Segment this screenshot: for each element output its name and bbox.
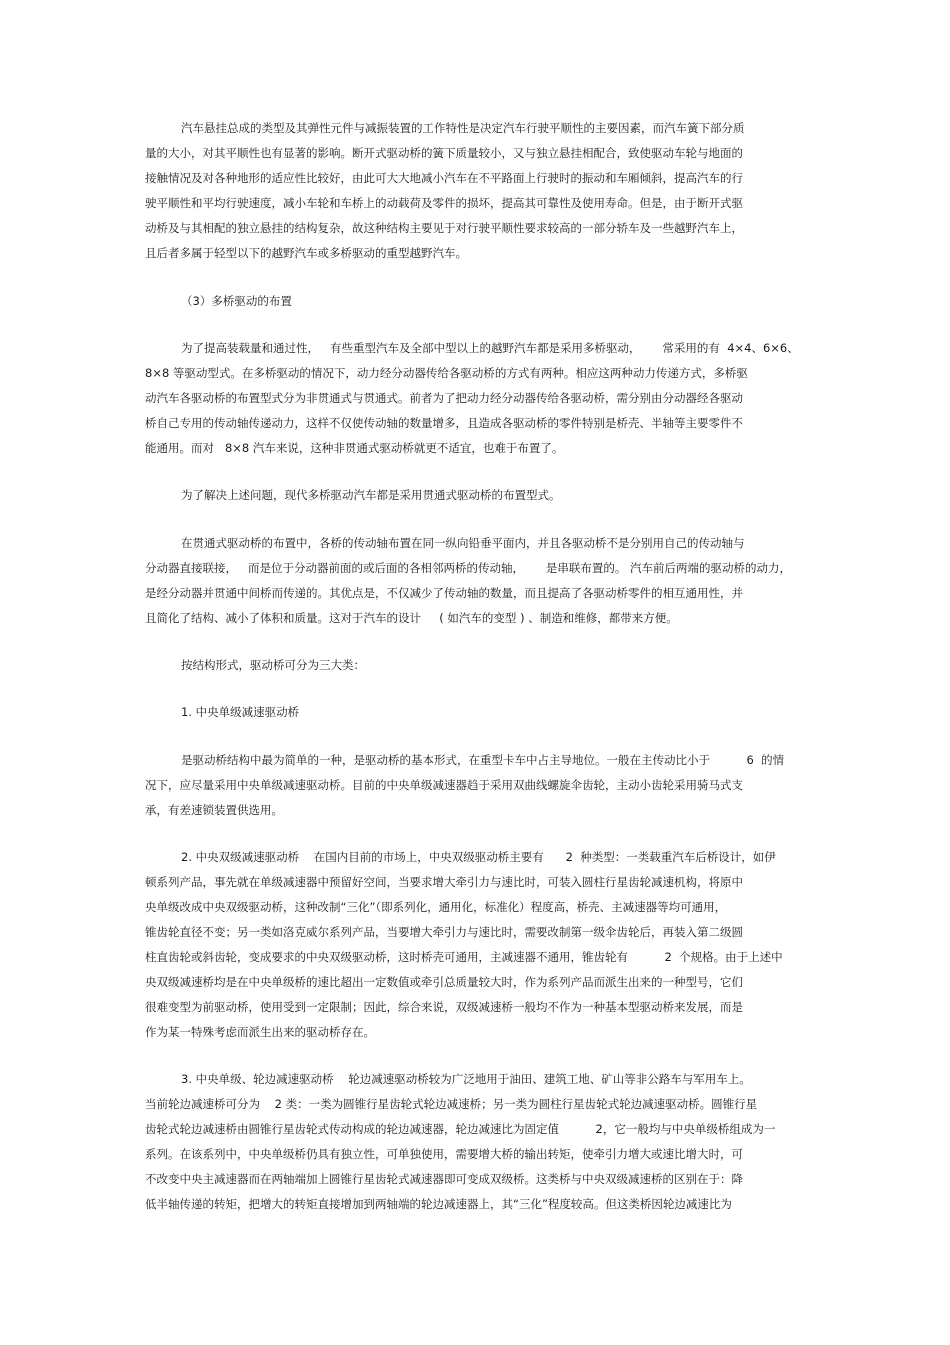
text-line: 是经分动器并贯通中间桥而传递的。其优点是，不仅减少了传动轴的数量，而且提高了各驱动桥零件的相互通用性，并 <box>145 586 743 600</box>
text-line: 顿系列产品，事先就在单级减速器中预留好空间，当要求增大牵引力与速比时，可装入圆柱行星齿轮减速机构，将原中 <box>145 875 743 889</box>
text-line: 况下，应尽量采用中央单级减速驱动桥。目前的中央单级减速器趋于采用双曲线螺旋伞齿轮，主动小齿轮采用骑马式支 <box>145 778 743 792</box>
text-line: 不改变中央主减速器而在两轴端加上圆锥行星齿轮式减速器即可变成双级桥。这类桥与中央双级减速桥的区别在于：降 <box>145 1172 743 1186</box>
text-line: 量的大小，对其平顺性也有显著的影响。断开式驱动桥的簧下质量较小，又与独立悬挂相配合，致使驱动车轮与地面的 <box>145 146 743 160</box>
text-line: 驶平顺性和平均行驶速度，减小车轮和车桥上的动载荷及零件的损坏，提高其可靠性及使用寿命。但是，由于断开式驱 <box>145 196 743 210</box>
text-line: 齿轮式轮边减速桥由圆锥行星齿轮式传动构成的轮边减速器，轮边减速比为固定值 2，它一般均与中央单级桥组成为一 <box>145 1122 776 1136</box>
text-line: 很难变型为前驱动桥，使用受到一定限制；因此，综合来说，双级减速桥一般均不作为一种基本型驱动桥来发展，而是 <box>145 1000 743 1014</box>
text-line: 动桥及与其相配的独立悬挂的结构复杂，故这种结构主要见于对行驶平顺性要求较高的一部分轿车及一些越野汽车上， <box>145 221 743 235</box>
text-line: 系列。在该系列中，中央单级桥仍具有独立性，可单独使用，需要增大桥的输出转矩，使牵引力增大或速比增大时，可 <box>145 1147 743 1161</box>
text-line: 作为某一特殊考虑而派生出来的驱动桥存在。 <box>145 1025 375 1039</box>
section-heading: 1. 中央单级减速驱动桥 <box>181 705 300 719</box>
text-line: 央双级减速桥均是在中央单级桥的速比超出一定数值或牵引总质量较大时，作为系列产品而派生出来的一种型号，它们 <box>145 975 743 989</box>
text-line: 动汽车各驱动桥的布置型式分为非贯通式与贯通式。前者为了把动力经分动器传给各驱动桥，需分别由分动器经各驱动 <box>145 391 743 405</box>
text-line: 为了提高装载量和通过性， 有些重型汽车及全部中型以上的越野汽车都是采用多桥驱动， 常采用的有 4×4、6×6、 <box>181 341 799 355</box>
text-line: 且后者多属于轻型以下的越野汽车或多桥驱动的重型越野汽车。 <box>145 246 467 260</box>
text-line: 是驱动桥结构中最为简单的一种，是驱动桥的基本形式，在重型卡车中占主导地位。一般在主传动比小于 6 的情 <box>181 753 785 767</box>
text-line: 当前轮边减速桥可分为 2 类：一类为圆锥行星齿轮式轮边减速桥；另一类为圆柱行星齿轮式轮边减速驱动桥。圆锥行星 <box>145 1097 758 1111</box>
text-line: 2. 中央双级减速驱动桥 在国内目前的市场上，中央双级驱动桥主要有 2 种类型：一类载重汽车后桥设计，如伊 <box>181 850 776 864</box>
text-line: 3. 中央单级、轮边减速驱动桥 轮边减速驱动桥较为广泛地用于油田、建筑工地、矿山等非公路车与军用车上。 <box>181 1072 751 1086</box>
text-line: 柱直齿轮或斜齿轮，变成要求的中央双级驱动桥，这时桥壳可通用，主减速器不通用，锥齿轮有 2 个规格。由于上述中 <box>145 950 783 964</box>
text-line: 能通用。而对 8×8 汽车来说，这种非贯通式驱动桥就更不适宜，也难于布置了。 <box>145 441 564 455</box>
text-line: 汽车悬挂总成的类型及其弹性元件与减振装置的工作特性是决定汽车行驶平顺性的主要因素，而汽车簧下部分质 <box>181 121 745 135</box>
text-line: 低半轴传递的转矩，把增大的转矩直接增加到两轴端的轮边减速器上，其“三化”程度较高。但这类桥因轮边减速比为 <box>145 1197 732 1211</box>
text-line: 按结构形式，驱动桥可分为三大类： <box>181 658 365 672</box>
section-heading: （3）多桥驱动的布置 <box>181 294 292 308</box>
text-line: 8×8 等驱动型式。在多桥驱动的情况下，动力经分动器传给各驱动桥的方式有两种。相应这两种动力传递方式，多桥驱 <box>145 366 748 380</box>
text-line: 锥齿轮直径不变；另一类如洛克威尔系列产品，当要增大牵引力与速比时，需要改制第一级伞齿轮后，再装入第二级圆 <box>145 925 743 939</box>
text-line: 央单级改成中央双级驱动桥，这种改制“三化”（即系列化，通用化，标准化）程度高，桥壳、主减速器等均可通用， <box>145 900 727 914</box>
text-line: 接触情况及对各种地形的适应性比较好，由此可大大地减小汽车在不平路面上行驶时的振动和车厢倾斜，提高汽车的行 <box>145 171 743 185</box>
text-line: 承，有差速锁装置供选用。 <box>145 803 283 817</box>
text-line: 分动器直接联接， 而是位于分动器前面的或后面的各相邻两桥的传动轴， 是串联布置的。 汽车前后两端的驱动桥的动力， <box>145 561 792 575</box>
text-line: 为了解决上述问题，现代多桥驱动汽车都是采用贯通式驱动桥的布置型式。 <box>181 488 561 502</box>
text-line: 且简化了结构、减小了体积和质量。这对于汽车的设计 ( 如汽车的变型 ) 、制造和维修，都带来方便。 <box>145 611 678 625</box>
text-line: 桥自己专用的传动轴传递动力，这样不仅使传动轴的数量增多，且造成各驱动桥的零件特别是桥壳、半轴等主要零件不 <box>145 416 743 430</box>
text-line: 在贯通式驱动桥的布置中，各桥的传动轴布置在同一纵向铅垂平面内，并且各驱动桥不是分别用自己的传动轴与 <box>181 536 745 550</box>
